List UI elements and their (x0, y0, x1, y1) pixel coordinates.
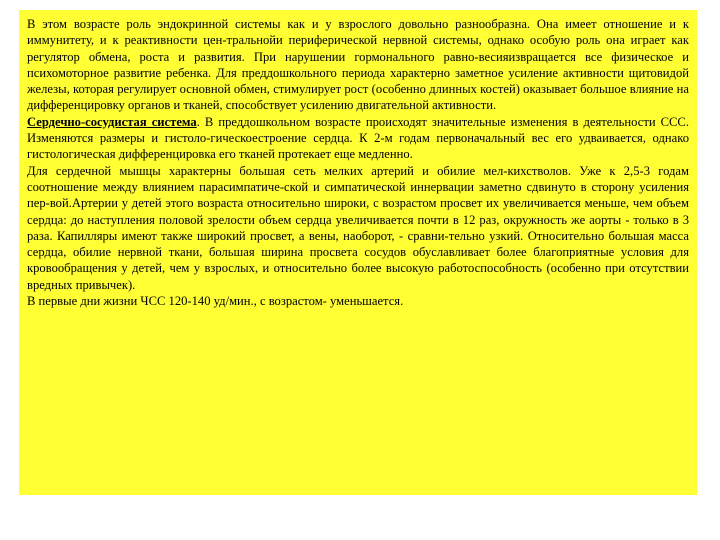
text-panel (19, 10, 697, 495)
cardiovascular-text: . В преддошкольном возрасте происходят значительные изменения в деятельности ССС. Изменяются размеры и гистоло-гическоестроение сердца. К 2-м годам первоначальный вес его удваивается, однако гистологическая дифференцировка его тканей протекает еще медленно. (27, 114, 689, 162)
cardiovascular-heading: Сердечно-сосудистая система (27, 114, 197, 129)
paragraph-heart-muscle: Для сердечной мышцы характерны большая сеть мелких артерий и обилие мел-кихстволов. Уже к 2,5-3 годам соотношение между влиянием парасимпатиче-ской и симпатической иннервации заметно сдвинуто в сторону усиления пер-вой.Артерии у детей этого возраста относительно широки, с возрастом просвет их увеличивается меньше, чем объем сердца: до наступления половой зрелости объем сердца увеличивается почти в 12 раз, окружность же аорты - только в 3 раза. Капилляры имеют также широкий просвет, а вены, наоборот, - сравни-тельно узкий. Относительно большая масса сердца, обилие нервной ткани, большая ширина просвета сосудов обуславливает более благоприятные условия для кровообращения у детей, чем у взрослых, и относительно более высокую работоспособность (особенно при отсутствии вредных привычек). (27, 163, 689, 292)
paragraph-heart-rate: В первые дни жизни ЧСС 120-140 уд/мин., с возрастом- уменьшается. (27, 294, 404, 309)
paragraph-endocrine: В этом возрасте роль эндокринной системы как и у взрослого довольно разнообразна. Она имеет отношение и к иммунитету, и к реактивности цен-тральнойи периферической нервной системы, однако особую роль она играет как регулятор обмена, роста и развития. При нарушении гормонального равно-весияизвращается все физическое и психомоторное развитие ребенка. Для преддошкольного периода характерно заметное усиление активности щитовидой железы, которая регулирует основной обмен, стимулирует рост (особенно длинных костей) оказывает большое влияние на дифференцировку органов и тканей, способствует усилению двигательной активности. (27, 17, 689, 113)
paragraph-cardiovascular (27, 114, 689, 163)
